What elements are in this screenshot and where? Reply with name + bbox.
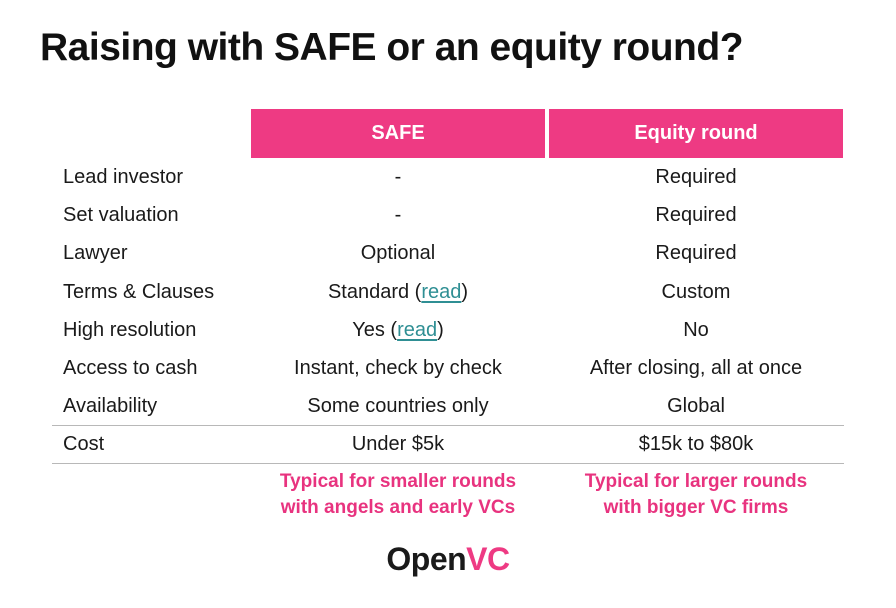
equity-value: Required [655, 242, 737, 264]
equity-value: After closing, all at once [589, 357, 803, 379]
table-row-availability [52, 387, 844, 425]
table-row-set-valuation [52, 196, 844, 234]
logo-open-text: Open [386, 541, 467, 577]
row-label: High resolution [63, 319, 197, 341]
equity-typical-note [549, 469, 843, 521]
equity-value: Required [655, 204, 737, 226]
equity-value: Required [655, 166, 737, 188]
safe-value [251, 311, 545, 349]
row-label: Access to cash [63, 357, 198, 379]
table-row-lawyer [52, 234, 844, 272]
safe-value: - [394, 204, 402, 226]
safe-value: Some countries only [307, 395, 489, 417]
safe-value-prefix: Standard ( [327, 281, 422, 303]
table-row-high-resolution [52, 311, 844, 349]
safe-value: Optional [360, 242, 436, 264]
column-header-equity-round: Equity round [549, 109, 843, 158]
read-resolution-link[interactable]: read [397, 319, 438, 341]
read-terms-link[interactable]: read [421, 281, 462, 303]
row-label: Cost [63, 433, 105, 455]
safe-value-suffix: ) [461, 281, 469, 303]
safe-value-prefix: Yes ( [352, 319, 398, 341]
safe-value: Instant, check by check [294, 357, 502, 379]
page-title: Raising with SAFE or an equity round? [40, 26, 744, 69]
equity-note-line: with bigger VC firms [603, 497, 789, 518]
row-label: Lead investor [63, 166, 184, 188]
table-row-cost [52, 425, 844, 463]
safe-value-suffix: ) [437, 319, 444, 341]
equity-value: $15k to $80k [638, 433, 754, 455]
row-label: Set valuation [63, 204, 179, 226]
safe-note-line: with angels and early VCs [280, 497, 516, 518]
safe-note-line: Typical for smaller rounds [279, 471, 517, 492]
equity-value: Global [667, 395, 725, 417]
equity-value: Custom [661, 281, 731, 303]
safe-value: Under $5k [351, 433, 445, 455]
openvc-logo [0, 541, 896, 578]
table-row-access-to-cash [52, 349, 844, 387]
row-label: Availability [63, 395, 158, 417]
table-row-lead-investor [52, 158, 844, 196]
equity-note-line: Typical for larger rounds [584, 471, 808, 492]
logo-vc-text: VC [466, 541, 510, 577]
row-label: Lawyer [63, 242, 128, 264]
safe-typical-note [251, 469, 545, 521]
safe-value: - [394, 166, 402, 188]
column-header-safe: SAFE [251, 109, 545, 158]
safe-value [251, 273, 545, 311]
table-row-terms-clauses [52, 273, 844, 311]
cost-divider-bottom [52, 463, 844, 464]
equity-value: No [683, 319, 709, 341]
row-label: Terms & Clauses [63, 281, 215, 303]
